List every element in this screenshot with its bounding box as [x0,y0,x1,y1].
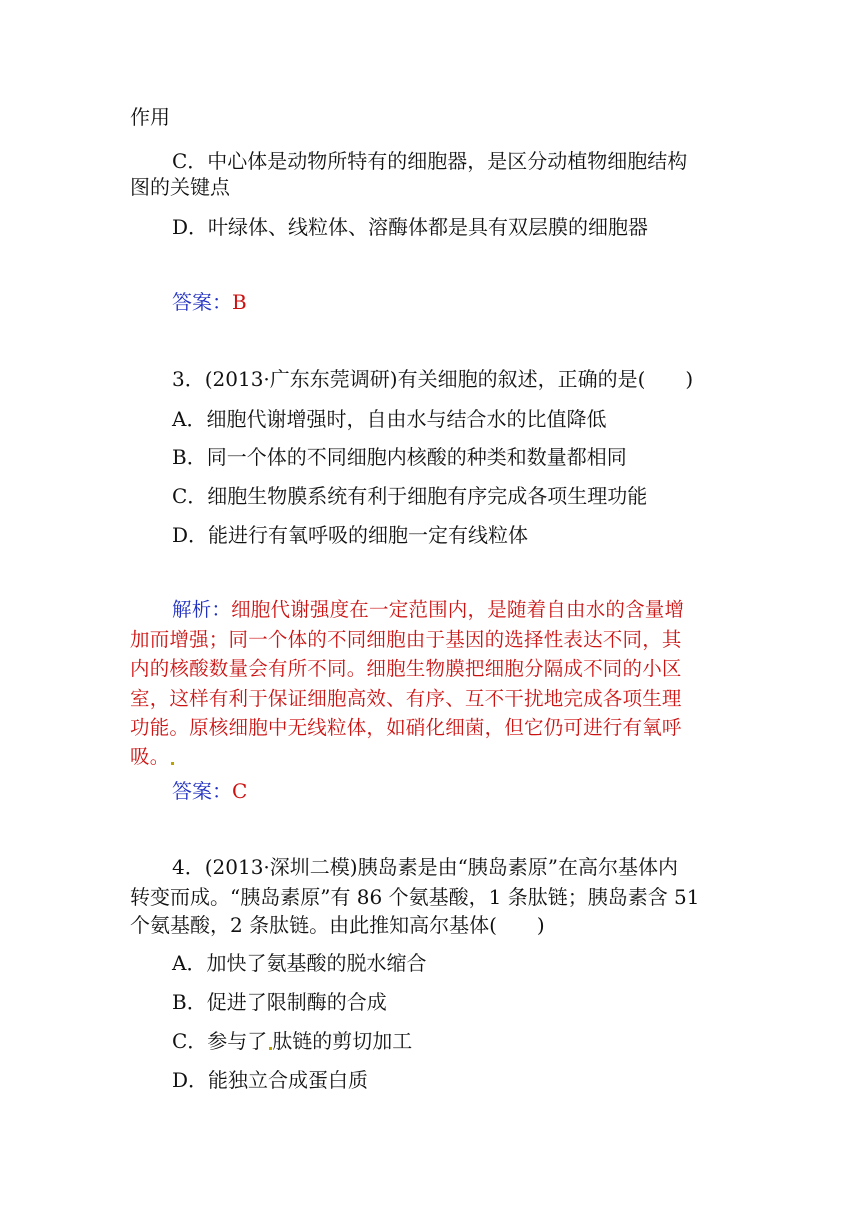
q2-option-c-line1: C．中心体是动物所特有的细胞器，是区分动植物细胞结构 [172,149,688,173]
q4-stem-line3: 个氨基酸，2 条肽链。由此推知高尔基体( ) [130,913,545,937]
q2-option-d: D．叶绿体、线粒体、溶酶体都是具有双层膜的细胞器 [172,215,649,239]
q3-analysis-line6 [130,744,730,770]
q3-answer [172,778,772,804]
q4-stem-line1: 4．(2013·深圳二模)胰岛素是由“胰岛素原”在高尔基体内 [172,855,679,879]
q3-analysis-line4: 室，这样有利于保证细胞高效、有序、互不干扰地完成各项生理 [130,687,682,710]
q4-stem-line2: 转变而成。“胰岛素原”有 86 个氨基酸，1 条肽链；胰岛素含 51 [130,885,700,909]
q4-option-c-part2: 肽链的剪切加工 [272,1029,413,1053]
q3-analysis-text1: 细胞代谢强度在一定范围内，是随着自由水的含量增 [231,598,685,621]
q3-option-b: B．同一个体的不同细胞内核酸的种类和数量都相同 [172,445,627,469]
q3-stem: 3．(2013·广东东莞调研)有关细胞的叙述，正确的是( ) [172,367,694,391]
q4-option-c [172,1028,772,1054]
q3-analysis-line2: 加而增强；同一个体的不同细胞由于基因的选择性表达不同，其 [130,628,682,651]
q3-answer-value: C [232,779,248,803]
q4-option-d: D．能独立合成蛋白质 [172,1068,369,1092]
q2-answer-label: 答案： [172,290,232,314]
q3-option-c: C．细胞生物膜系统有利于细胞有序完成各项生理功能 [172,484,648,508]
q3-analysis-label: 解析： [172,598,232,621]
q2-continuation: 作用 [130,105,170,129]
q4-option-a: A．加快了氨基酸的脱水缩合 [172,951,427,975]
q3-option-a: A．细胞代谢增强时，自由水与结合水的比值降低 [172,407,607,431]
q2-option-c-line2: 图的关键点 [130,175,230,199]
q2-answer [172,289,772,315]
q4-option-c-part1: C．参与了 [172,1029,268,1053]
q3-analysis-line1 [172,597,772,623]
q3-analysis-line5: 功能。原核细胞中无线粒体，如硝化细菌，但它仍可进行有氧呼 [130,716,682,739]
stray-mark [171,762,174,765]
q2-answer-value: B [232,290,247,314]
q3-option-d: D．能进行有氧呼吸的细胞一定有线粒体 [172,523,529,547]
q3-answer-label: 答案： [172,779,232,803]
q3-analysis-line3: 内的核酸数量会有所不同。细胞生物膜把细胞分隔成不同的小区 [130,657,682,680]
q3-analysis-text6: 吸。 [130,745,170,768]
q4-option-b: B．促进了限制酶的合成 [172,990,387,1014]
